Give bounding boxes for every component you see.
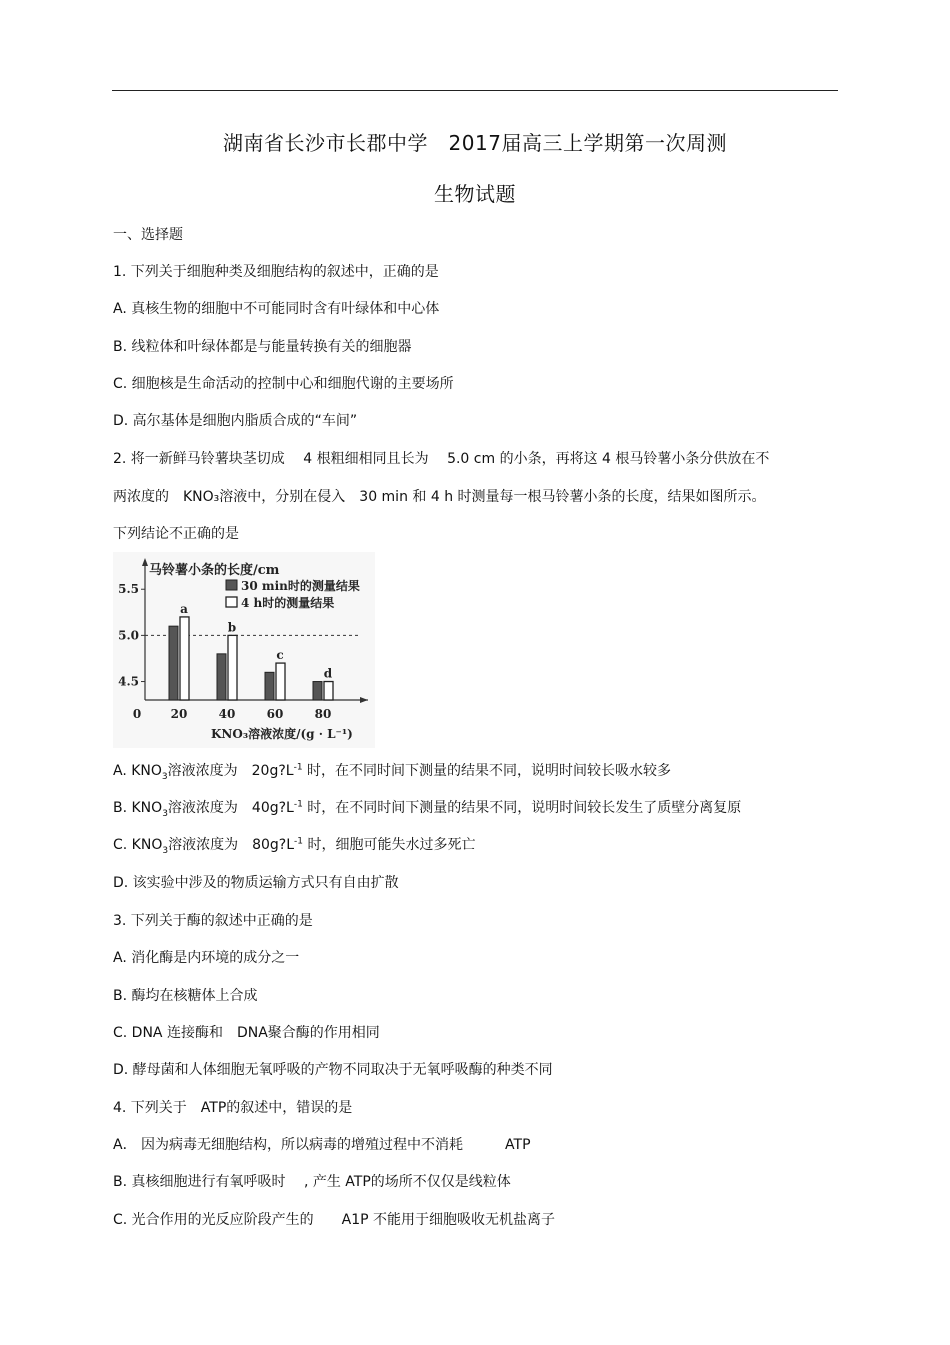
y-tick-label: 5.0 bbox=[118, 628, 139, 643]
q1-option-b: B. 线粒体和叶绿体都是与能量转换有关的细胞器 bbox=[113, 339, 412, 355]
x-axis-arrow bbox=[360, 697, 368, 703]
x-tick-label: 20 bbox=[170, 707, 188, 721]
q2-option-c: C. $KNO_3$溶液浓度为 $80g?L^{-1}$ 时，细胞可能失水过多死亡 bbox=[113, 836, 476, 856]
bar-letter-label: d bbox=[323, 666, 333, 681]
bar-letter-label: a bbox=[180, 601, 188, 616]
bar-4h bbox=[228, 635, 237, 700]
bar-4h bbox=[324, 682, 333, 700]
y-tick-label: 4.5 bbox=[118, 674, 139, 689]
q3-option-b: B. 酶均在核糖体上合成 bbox=[113, 988, 258, 1004]
q2-stem-line2: 两浓度的 KNO₃溶液中，分别在侵入 30 min 和 4 h 时测量每一根马铃薯小条的长度，结果如图所示。 bbox=[113, 489, 766, 505]
q1-option-d: D. 高尔基体是细胞内脂质合成的“车间” bbox=[113, 413, 358, 429]
q2-option-b: B. $KNO_3$溶液浓度为 $40g?L^{-1}$ 时，在不同时间下测量的结果不同，说明时间较长发生了质壁分离复原 bbox=[113, 799, 742, 819]
legend-swatch-4h bbox=[226, 597, 237, 607]
q4-stem: 4. 下列关于 ATP的叙述中，错误的是 bbox=[113, 1100, 353, 1116]
q4-option-b: B. 真核细胞进行有氧呼吸时 , 产生 ATP的场所不仅仅是线粒体 bbox=[113, 1174, 511, 1190]
q1-option-a: A. 真核生物的细胞中不可能同时含有叶绿体和中心体 bbox=[113, 301, 440, 317]
bar-30min bbox=[217, 654, 226, 700]
bar-30min bbox=[169, 626, 178, 700]
q4-option-a: A． 因为病毒无细胞结构，所以病毒的增殖过程中不消耗 ATP bbox=[113, 1137, 531, 1153]
q3-option-d: D. 酵母菌和人体细胞无氧呼吸的产物不同取决于无氧呼吸酶的种类不同 bbox=[113, 1062, 553, 1078]
q2-stem-line3: 下列结论不正确的是 bbox=[113, 526, 239, 542]
x-origin-label: 0 bbox=[132, 707, 142, 721]
q1-option-c: C. 细胞核是生命活动的控制中心和细胞代谢的主要场所 bbox=[113, 376, 454, 392]
section-heading: 一、选择题 bbox=[113, 227, 183, 243]
y-tick-label: 5.5 bbox=[118, 582, 139, 597]
q3-stem: 3. 下列关于酶的叙述中正确的是 bbox=[113, 913, 313, 929]
bar-letter-label: b bbox=[227, 620, 237, 635]
bar-30min bbox=[265, 672, 274, 700]
x-axis-title: KNO₃溶液浓度/(g · L⁻¹) bbox=[211, 727, 353, 741]
legend-label-4h: 4 h时的测量结果 bbox=[241, 596, 335, 610]
q3-option-c: C. DNA 连接酶和 DNA聚合酶的作用相同 bbox=[113, 1025, 380, 1041]
x-tick-label: 80 bbox=[314, 707, 332, 721]
x-tick-label: 40 bbox=[218, 707, 236, 721]
x-tick-label: 60 bbox=[266, 707, 284, 721]
q1-stem: 1. 下列关于细胞种类及细胞结构的叙述中，正确的是 bbox=[113, 264, 439, 280]
bar-letter-label: c bbox=[276, 648, 284, 663]
q2-option-a: A. $KNO_3$溶液浓度为 $20g?L^{-1}$ 时，在不同时间下测量的结果不同，说明时间较长吸水较多 bbox=[113, 762, 672, 782]
y-axis-arrow bbox=[142, 558, 148, 566]
bar-4h bbox=[180, 617, 189, 700]
legend-swatch-30min bbox=[226, 580, 237, 590]
q2-option-d: D. 该实验中涉及的物质运输方式只有自由扩散 bbox=[113, 875, 399, 891]
bar-30min bbox=[313, 682, 322, 700]
page-subtitle: 生物试题 bbox=[434, 182, 516, 206]
q2-stem-line1: 2. 将一新鲜马铃薯块茎切成 4 根粗细相同且长为 5.0 cm 的小条，再将这 4 根马铃薯小条分供放在不 bbox=[113, 451, 770, 467]
chart-title: 马铃薯小条的长度/cm bbox=[149, 563, 280, 578]
page-title: 湖南省长沙市长郡中学 2017届高三上学期第一次周测 bbox=[223, 131, 727, 155]
header-rule bbox=[112, 90, 838, 91]
q4-option-c: C. 光合作用的光反应阶段产生的 A1P 不能用于细胞吸收无机盐离子 bbox=[113, 1212, 556, 1228]
bar-4h bbox=[276, 663, 285, 700]
bar-chart bbox=[113, 552, 375, 748]
q3-option-a: A. 消化酶是内环境的成分之一 bbox=[113, 950, 300, 966]
legend-label-30min: 30 min时的测量结果 bbox=[241, 579, 360, 593]
